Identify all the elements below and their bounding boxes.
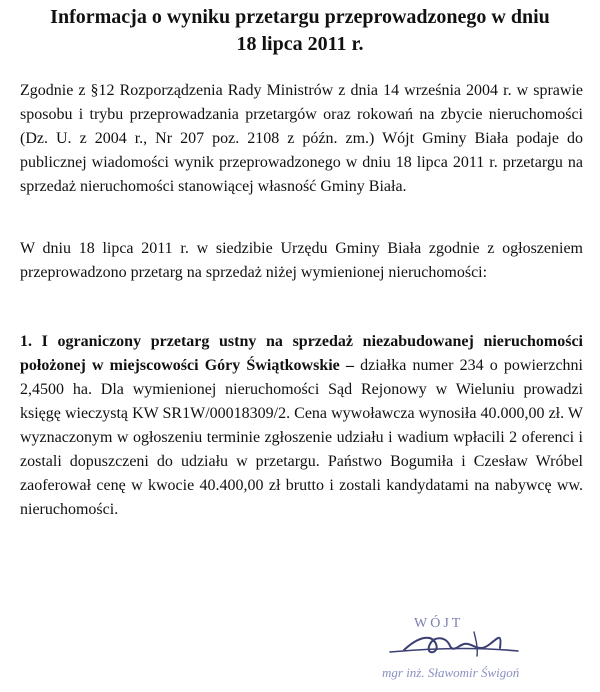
tender-item-1 [20,330,583,522]
procedure-paragraph: W dniu 18 lipca 2011 r. w siedzibie Urzędu Gminy Biała zgodnie z ogłoszeniem przeprowadzono przetarg na sprzedaż niżej wymienionej nieruchomości: [20,240,583,281]
tender-item-1-heading: 1. I ograniczony przetarg ustny na sprzedaż niezabudowanej nieruchomości położonej w miejscowości Góry Świątkowskie – [20,333,583,374]
intro-paragraph: Zgodnie z §12 Rozporządzenia Rady Ministrów z dnia 14 września 2004 r. w sprawie sposobu i trybu przeprowadzania przetargów oraz rokowań na zbycie nieruchomości (Dz. U. z 2004 r., Nr 207 poz. 2108 z późn. zm.) Wójt Gminy Biała podaje do publicznej wiadomości wynik przeprowadzonego w dniu 18 lipca 2011 r. przetargu na sprzedaż nieruchomości stanowiącej własność Gminy Biała. [20,82,583,195]
signature-stamp-title: WÓJT [414,616,464,631]
tender-item-1-details: działka numer 234 o powierzchni 2,4500 ha. Dla wymienionej nieruchomości Sąd Rejonowy w Wieluniu prowadzi księgę wieczystą KW SR1W/00018309/2. Cena wywoławcza wynosiła 40.000,00 zł. W wyznaczonym w ogłoszeniu terminie zgłoszenie udziału i wadium wpłacili 2 oferenci i zostali dopuszczeni do udziału w przetargu. Państwo Bogumiła i Czesław Wróbel zaoferował cenę w kwocie 40.400,00 zł brutto i zostali kandydatami na nabywcę ww. nieruchomości. [20,357,584,518]
document-title [0,4,600,58]
title-line-2: 18 lipca 2011 r. [236,33,364,55]
signatory-name: mgr inż. Sławomir Świgoń [382,665,520,680]
title-line-1: Informacja o wyniku przetargu przeprowadzonego w dniu [50,6,550,28]
handwritten-signature-icon [384,622,534,662]
signature-block [374,614,574,689]
